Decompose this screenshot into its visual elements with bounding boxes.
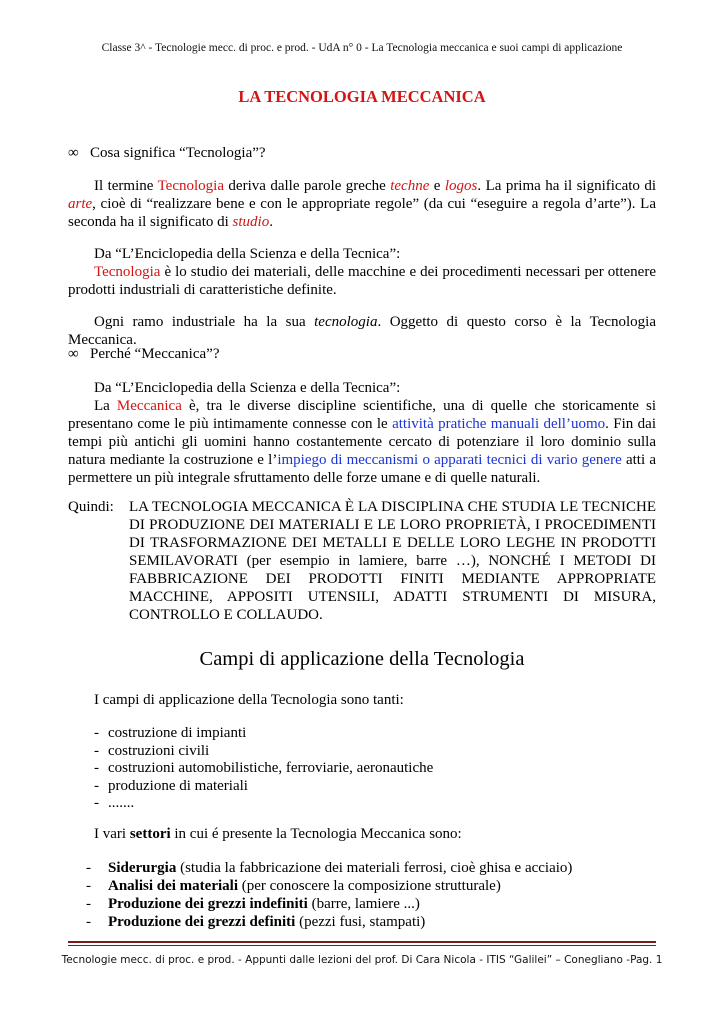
question-1	[68, 145, 266, 162]
p1-term-logos: logos	[444, 178, 478, 194]
quindi-label: Quindi:	[68, 499, 114, 515]
list-item: - .......	[94, 795, 135, 811]
paragraph-etymology	[68, 177, 656, 231]
list-item: - Analisi dei materiali (per conoscere la composizione strutturale)	[86, 878, 501, 894]
fields-list	[94, 725, 433, 813]
fields-intro: I campi di applicazione della Tecnologia sono tanti:	[94, 692, 404, 708]
p1-term-techne: techne	[390, 178, 430, 194]
p4-source: Da “L’Enciclopedia della Scienza e della Tecnica”:	[94, 380, 401, 396]
p4-text-g: atti a permettere un più integrale sfruttamento delle forze umane e di quelle naturali.	[68, 452, 656, 486]
p4-text-c: è, tra le diverse discipline scientifiche, una di quelle che storicamente si presentano come le più intimamente connesse con le	[68, 398, 656, 432]
p4-text-a: La	[94, 398, 117, 414]
p2-text: è lo studio dei materiali, delle macchine e dei procedimenti necessari per ottenere prodotti industriali di caratteristiche definite.	[68, 264, 656, 298]
p1-term-studio: studio	[232, 214, 270, 230]
p4-term-meccanica: Meccanica	[116, 398, 182, 414]
paragraph-meccanica	[68, 379, 656, 487]
settori-intro: I vari settori in cui é presente la Tecnologia Meccanica sono:	[94, 826, 462, 842]
p1-text-g: . La prima ha il significato di	[477, 178, 656, 194]
p4-text-e: . Fin dai tempi più antichi gli uomini hanno costantemente cercato di potenziare il loro dominio sulla natura mediante la costruzione e l’	[68, 416, 656, 468]
list-item: - Siderurgia (studia la fabbricazione dei materiali ferrosi, cioè ghisa e acciaio)	[86, 860, 573, 876]
p4-highlight-attivita: attività pratiche manuali dell’uomo	[392, 416, 606, 432]
paragraph-definition	[68, 245, 656, 299]
p1-text-k: .	[269, 214, 273, 230]
p4-highlight-impiego: impiego di meccanismi o apparati tecnici di vario genere	[277, 452, 622, 468]
p1-text-e: e	[429, 178, 445, 194]
page-header: Classe 3^ - Tecnologie mecc. di proc. e prod. - UdA n° 0 - La Tecnologia meccanica e suoi campi di applicazione	[101, 42, 623, 54]
footer-rule-thin	[68, 945, 656, 946]
settori-list	[86, 859, 572, 931]
p1-term-tecnologia: Tecnologia	[157, 178, 224, 194]
definition-summary	[68, 498, 656, 624]
infinity-bullet-icon: ∞	[68, 346, 79, 362]
p1-text-a: Il termine	[94, 178, 158, 194]
list-item: - costruzioni civili	[94, 742, 210, 759]
p1-term-arte: arte	[68, 196, 93, 212]
page-title: LA TECNOLOGIA MECCANICA	[238, 87, 486, 106]
p1-text-c: deriva dalle parole greche	[224, 178, 391, 194]
paragraph-branch	[68, 313, 656, 349]
question-2-text: Perché “Meccanica”?	[90, 346, 220, 362]
section-heading: Campi di applicazione della Tecnologia	[199, 648, 525, 670]
page-footer: Tecnologie mecc. di proc. e prod. - Appunti dalle lezioni del prof. Di Cara Nicola - ITIS “Galilei” – Conegliano -Pag. 1	[61, 954, 663, 966]
p3-text-c: . Oggetto di questo corso è la Tecnologia Meccanica.	[68, 314, 656, 348]
quindi-text: LA TECNOLOGIA MECCANICA È LA DISCIPLINA CHE STUDIA LE TECNICHE DI PRODUZIONE DEI MATERIALI E LE LORO PROPRIETÀ, I PROCEDIMENTI DI TRASFORMAZIONE DEI METALLI E DELLE LORO LEGHE IN PRODOTTI SEMILAVORATI (per esempio in lamiere, barre …), NONCHÉ I METODI DI FABBRICAZIONE DEI PRODOTTI FINITI MEDIANTE APPROPRIATE MACCHINE, APPOSITI UTENSILI, ADATTI STRUMENTI DI MISURA, CONTROLLO E COLLAUDO.	[129, 499, 656, 623]
p3-term-tecnologia: tecnologia	[314, 314, 378, 330]
settori-bold: settori	[129, 826, 171, 842]
list-item: - produzione di materiali	[94, 777, 248, 794]
question-1-text: Cosa significa “Tecnologia”?	[90, 145, 266, 161]
list-item: - costruzioni automobilistiche, ferroviarie, aeronautiche	[94, 760, 434, 776]
question-2	[68, 346, 220, 363]
list-item: - Produzione dei grezzi indefiniti (barre, lamiere ...)	[86, 896, 420, 912]
p2-term-tecnologia: Tecnologia	[94, 264, 161, 280]
p1-text-i: , cioè di “realizzare bene e con le appropriate regole” (da cui “eseguire a regola d’arte”). La seconda ha il significato di	[68, 196, 656, 230]
footer-rule	[68, 941, 656, 943]
p2-source: Da “L’Enciclopedia della Scienza e della Tecnica”:	[94, 246, 401, 262]
infinity-bullet-icon: ∞	[68, 145, 79, 161]
p3-text-a: Ogni ramo industriale ha la sua	[94, 314, 315, 330]
list-item: - Produzione dei grezzi definiti (pezzi fusi, stampati)	[86, 914, 426, 930]
list-item: - costruzione di impianti	[94, 725, 247, 741]
